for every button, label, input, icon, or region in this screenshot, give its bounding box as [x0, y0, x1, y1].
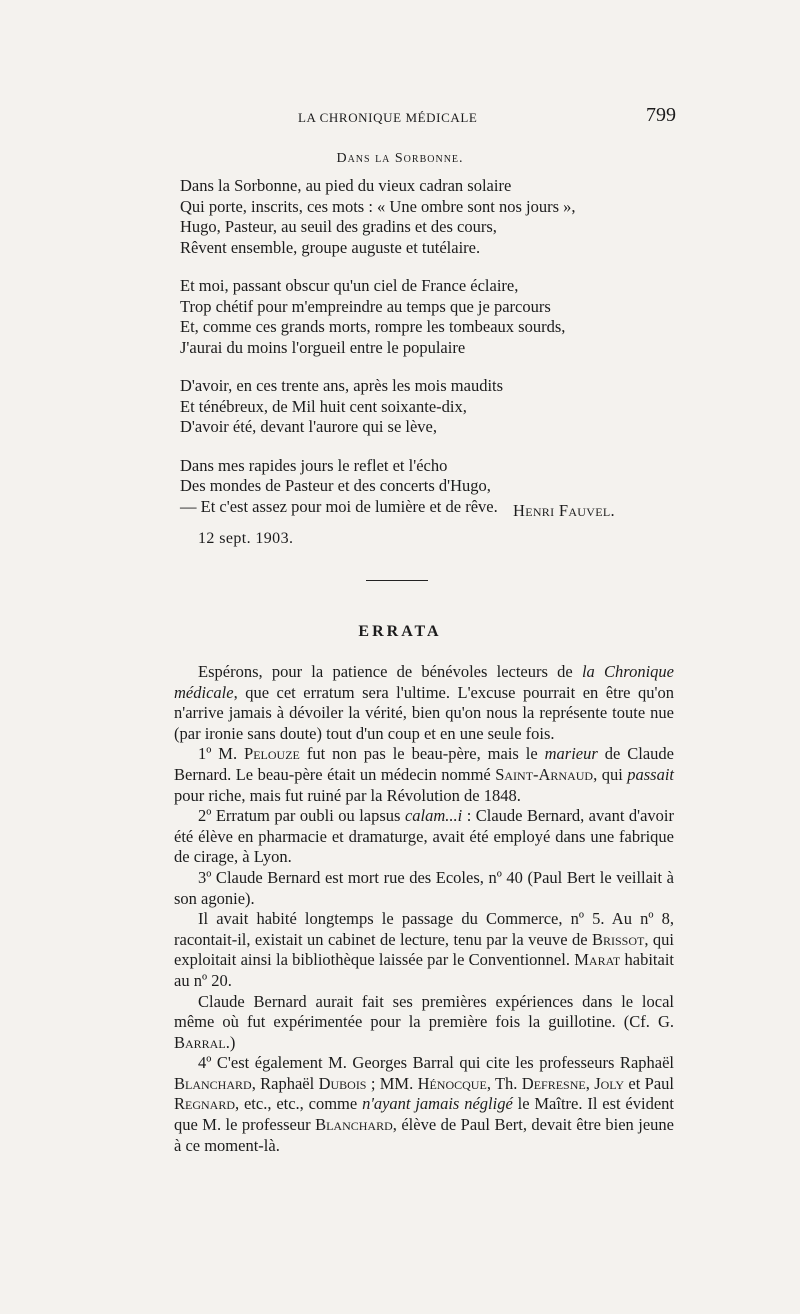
stanza	[180, 176, 660, 258]
text-run: Espérons, pour la patience de bénévoles lecteurs de	[198, 662, 582, 681]
paragraph	[174, 806, 674, 868]
person-name: Hénocque	[417, 1073, 487, 1093]
poem-line: Trop chétif pour m'empreindre au temps que je parcours	[180, 296, 551, 316]
poem-line: Des mondes de Pasteur et des concerts d'Hugo,	[180, 476, 491, 495]
errata-heading: ERRATA	[358, 623, 442, 640]
text-run: , que cet erratum sera l'ultime. L'excuse pourrait en être qu'on n'arrive jamais à dévoiler la vérité, bien qu'on nous la représente toute nue (par ironie sans doute) tout d'un coup et en une seule fois.	[174, 682, 674, 743]
poem-date: 12 sept. 1903.	[198, 530, 294, 547]
emphasis: passait	[627, 764, 674, 784]
poem-line: Et, comme ces grands morts, rompre les tombeaux sourds,	[180, 317, 566, 336]
person-name: Brissot	[591, 929, 645, 949]
text-run: le Maître. Il est évident que M. le professeur	[174, 1094, 674, 1135]
poem-line: Rêvent ensemble, groupe auguste et tutélaire.	[180, 237, 481, 257]
person-name: Dubois	[318, 1073, 367, 1093]
person-name: Blanchard	[174, 1073, 252, 1093]
person-name: Blanchard	[315, 1115, 393, 1135]
emphasis: n'ayant jamais négligé	[362, 1094, 513, 1114]
paragraph	[174, 992, 674, 1054]
poem-line: Et ténébreux, de Mil huit cent soixante-dix,	[180, 396, 467, 416]
journal-title: la Chronique médicale	[174, 662, 674, 702]
poem-line: — Et c'est assez pour moi de lumière et de rêve.	[180, 496, 498, 516]
text-run: , qui	[593, 764, 628, 784]
person-name: Barral	[174, 1032, 226, 1052]
stanza	[180, 376, 660, 438]
person-name: Marat	[574, 950, 621, 970]
emphasis: calam...i	[404, 806, 463, 826]
poem-line: D'avoir, en ces trente ans, après les mois maudits	[180, 376, 504, 395]
text-run: fut non pas le beau-père, mais le	[299, 744, 545, 764]
poem-line: Qui porte, inscrits, ces mots : « Une ombre sont nos jours »,	[180, 196, 576, 216]
paragraph	[174, 909, 674, 991]
stanza	[180, 276, 660, 358]
text-run: ; MM.	[366, 1073, 418, 1093]
section-divider	[366, 580, 428, 581]
paragraph	[174, 744, 674, 806]
poem-line: Dans la Sorbonne, au pied du vieux cadran solaire	[180, 176, 512, 195]
person-name: Pelouze	[244, 744, 300, 764]
poem-title: Dans la Sorbonne.	[336, 151, 464, 166]
text-run: habitait au nº 20.	[174, 950, 674, 990]
poem	[180, 176, 660, 535]
paragraph	[174, 1053, 674, 1156]
text-run: ,	[585, 1073, 595, 1093]
paragraph	[174, 662, 674, 744]
text-run: , etc., etc., comme	[235, 1094, 363, 1114]
poem-line: J'aurai du moins l'orgueil entre le populaire	[180, 337, 466, 357]
text-run: , Raphaël	[251, 1073, 319, 1093]
running-title: LA CHRONIQUE MÉDICALE	[298, 110, 478, 125]
text-run: Claude Bernard aurait fait ses premières expériences dans le local même où fut expérimentée pour la première fois la guillotine. (Cf. G.	[174, 991, 674, 1032]
text-run: et Paul	[624, 1073, 675, 1093]
person-name: Regnard	[174, 1094, 236, 1114]
poem-line: D'avoir été, devant l'aurore qui se lève,	[180, 417, 438, 436]
text-run: pour riche, mais fut ruiné par la Révolution de 1848.	[174, 785, 521, 805]
poem-signature: Henri Fauvel.	[513, 501, 615, 520]
emphasis: marieur	[544, 744, 598, 764]
text-run: , élève de Paul Bert, devait être bien jeune à ce moment-là.	[174, 1115, 674, 1155]
text-run: .)	[225, 1032, 236, 1052]
text-run: 1º M.	[198, 744, 245, 764]
poem-line: Dans mes rapides jours le reflet et l'écho	[180, 455, 448, 475]
text-run: , qui exploitait ainsi la bibliothèque laissée par le Conventionnel.	[174, 929, 674, 970]
text-run: 4º C'est également M. Georges Barral qui cite les professeurs Raphaël	[198, 1053, 674, 1073]
poem-line: Et moi, passant obscur qu'un ciel de France éclaire,	[180, 276, 519, 295]
page-number: 799	[646, 104, 676, 126]
text-run: Il avait habité longtemps le passage du Commerce, nº 5. Au nº 8, racontait-il, existait un cabinet de lecture, tenu par la veuve de	[174, 909, 674, 949]
person-name: Saint-Arnaud	[495, 764, 594, 784]
errata-body	[174, 662, 674, 1156]
text-run: 2º Erratum par oubli ou lapsus	[198, 806, 405, 826]
poem-line: Hugo, Pasteur, au seuil des gradins et des cours,	[180, 217, 497, 236]
text-run: , Th.	[486, 1073, 522, 1093]
text-run: : Claude Bernard, avant d'avoir été élève en pharmacie et dramaturge, avait été employé dans une fabrique de cirage, à Lyon.	[174, 806, 674, 867]
paragraph: 3º Claude Bernard est mort rue des Ecoles, nº 40 (Paul Bert le veillait à son agonie).	[174, 867, 674, 908]
person-name: Defresne	[521, 1073, 586, 1093]
page-header	[176, 106, 676, 136]
person-name: Joly	[594, 1073, 625, 1093]
text-run: de Claude Bernard. Le beau-père était un médecin nommé	[174, 744, 674, 784]
